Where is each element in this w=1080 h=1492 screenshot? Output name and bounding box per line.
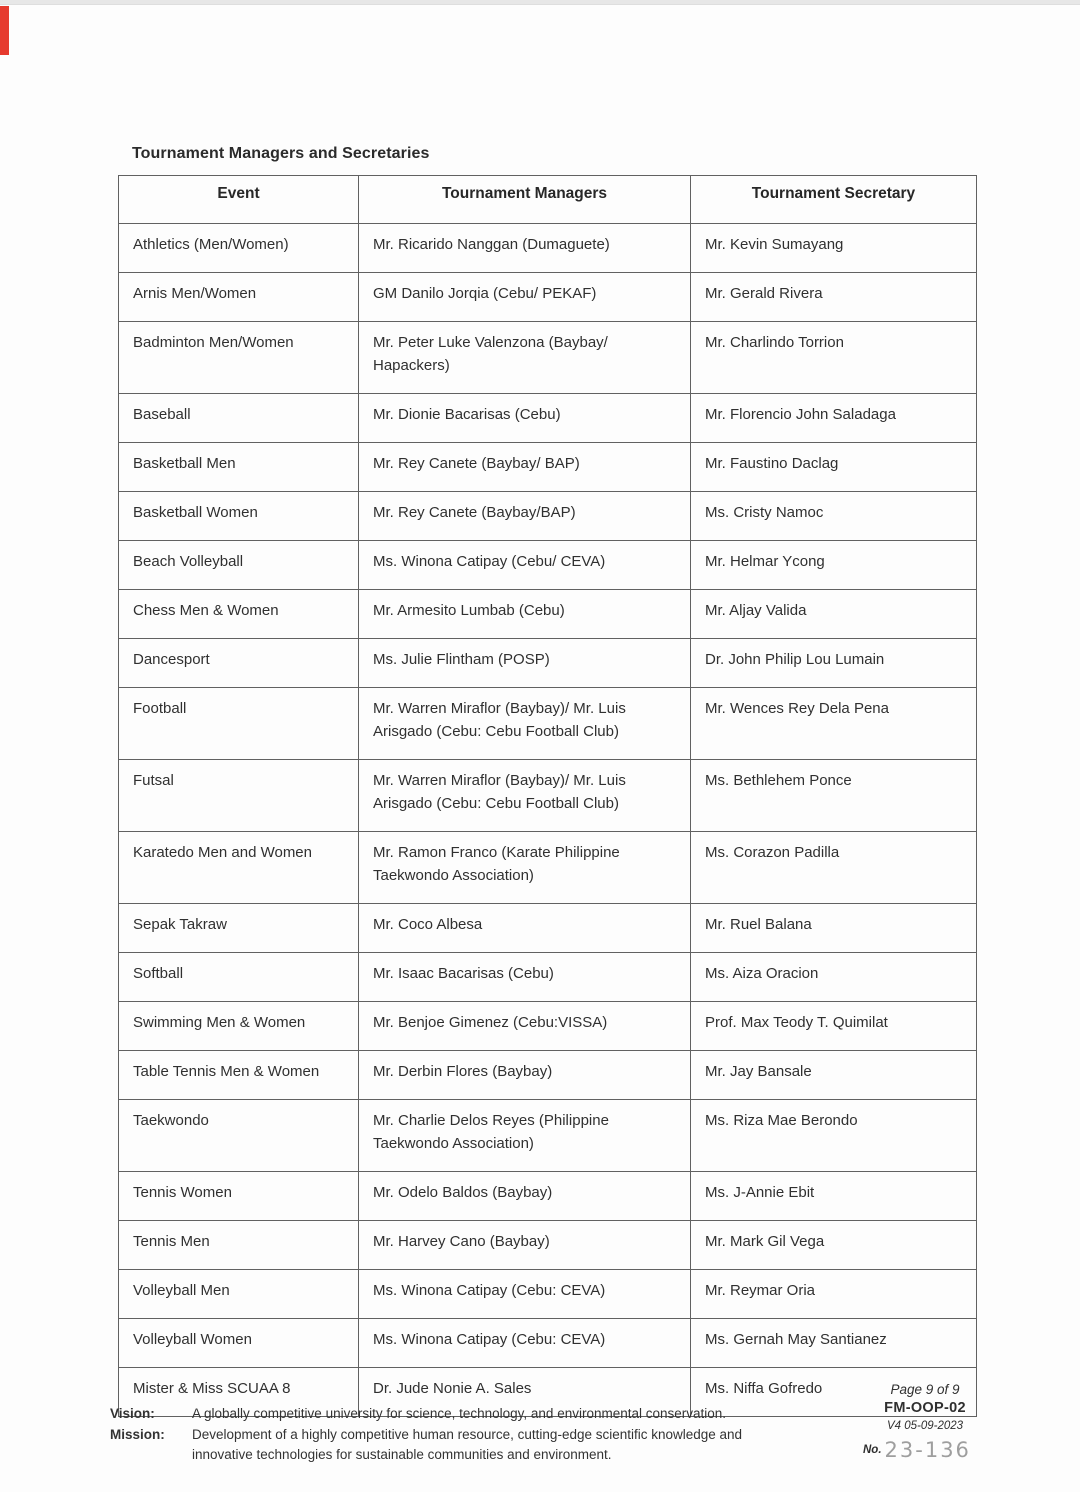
manager-cell: Ms. Julie Flintham (POSP) <box>359 639 691 688</box>
form-version: V4 05-09-2023 <box>886 1420 964 1432</box>
event-cell: Arnis Men/Women <box>119 273 359 322</box>
scan-artifact-red-mark <box>0 6 9 55</box>
secretary-cell: Ms. Corazon Padilla <box>691 832 977 904</box>
secretary-cell: Mr. Jay Bansale <box>691 1051 977 1100</box>
secretary-cell: Mr. Mark Gil Vega <box>691 1221 977 1270</box>
secretary-cell: Ms. Gernah May Santianez <box>691 1319 977 1368</box>
event-cell: Volleyball Men <box>119 1270 359 1319</box>
secretary-cell: Ms. Aiza Oracion <box>691 953 977 1002</box>
mission-label: Mission: <box>110 1426 165 1442</box>
table-row <box>119 492 977 541</box>
event-cell: Sepak Takraw <box>119 904 359 953</box>
table-row <box>119 1100 977 1172</box>
manager-cell: Mr. Coco Albesa <box>359 904 691 953</box>
table-row <box>119 1051 977 1100</box>
document-number-value: 23-136 <box>884 1438 971 1462</box>
event-cell: Football <box>119 688 359 760</box>
table-row <box>119 639 977 688</box>
table-row <box>119 224 977 273</box>
event-cell: Badminton Men/Women <box>119 322 359 394</box>
event-cell: Taekwondo <box>119 1100 359 1172</box>
scan-edge-band <box>0 0 1080 5</box>
table-row <box>119 394 977 443</box>
secretary-cell: Prof. Max Teody T. Quimilat <box>691 1002 977 1051</box>
secretary-cell: Mr. Charlindo Torrion <box>691 322 977 394</box>
manager-cell: Ms. Winona Catipay (Cebu: CEVA) <box>359 1270 691 1319</box>
event-cell: Mister & Miss SCUAA 8 <box>119 1368 359 1417</box>
manager-cell: Mr. Derbin Flores (Baybay) <box>359 1051 691 1100</box>
table-row <box>119 273 977 322</box>
vision-text: A globally competitive university for science, technology, and environmental conservation. <box>192 1406 727 1421</box>
event-cell: Tennis Men <box>119 1221 359 1270</box>
secretary-cell: Ms. Riza Mae Berondo <box>691 1100 977 1172</box>
manager-cell: GM Danilo Jorqia (Cebu/ PEKAF) <box>359 273 691 322</box>
event-cell: Athletics (Men/Women) <box>119 224 359 273</box>
table-row <box>119 590 977 639</box>
secretary-cell: Mr. Kevin Sumayang <box>691 224 977 273</box>
table-row <box>119 322 977 394</box>
event-cell: Basketball Men <box>119 443 359 492</box>
event-cell: Baseball <box>119 394 359 443</box>
table-row <box>119 904 977 953</box>
table-row <box>119 1270 977 1319</box>
manager-cell: Mr. Harvey Cano (Baybay) <box>359 1221 691 1270</box>
manager-cell: Mr. Peter Luke Valenzona (Baybay/ Hapackers) <box>359 322 691 394</box>
manager-cell: Mr. Benjoe Gimenez (Cebu:VISSA) <box>359 1002 691 1051</box>
table-row <box>119 541 977 590</box>
document-number-label: No. <box>863 1444 882 1456</box>
secretary-cell: Mr. Gerald Rivera <box>691 273 977 322</box>
secretary-cell: Dr. John Philip Lou Lumain <box>691 639 977 688</box>
mission-text: Development of a highly competitive human resource, cutting-edge scientific knowledge and innovative technologies for sustainable communities and environment. <box>192 1426 743 1462</box>
table-row <box>119 1002 977 1051</box>
vision-mission-footer <box>110 1404 777 1466</box>
event-cell: Swimming Men & Women <box>119 1002 359 1051</box>
secretary-cell: Mr. Faustino Daclag <box>691 443 977 492</box>
column-header-event: Event <box>119 176 359 224</box>
vision-label: Vision: <box>110 1406 155 1421</box>
table-row <box>119 1172 977 1221</box>
secretary-cell: Ms. Bethlehem Ponce <box>691 760 977 832</box>
table-row <box>119 1221 977 1270</box>
event-cell: Dancesport <box>119 639 359 688</box>
secretary-cell: Ms. J-Annie Ebit <box>691 1172 977 1221</box>
event-cell: Beach Volleyball <box>119 541 359 590</box>
manager-cell: Mr. Ramon Franco (Karate Philippine Taekwondo Association) <box>359 832 691 904</box>
secretary-cell: Mr. Wences Rey Dela Pena <box>691 688 977 760</box>
manager-cell: Mr. Isaac Bacarisas (Cebu) <box>359 953 691 1002</box>
table-row <box>119 832 977 904</box>
manager-cell: Mr. Warren Miraflor (Baybay)/ Mr. Luis Arisgado (Cebu: Cebu Football Club) <box>359 760 691 832</box>
manager-cell: Mr. Rey Canete (Baybay/BAP) <box>359 492 691 541</box>
document-control-block <box>855 1380 995 1462</box>
manager-cell: Mr. Dionie Bacarisas (Cebu) <box>359 394 691 443</box>
manager-cell: Ms. Winona Catipay (Cebu/ CEVA) <box>359 541 691 590</box>
secretary-cell: Ms. Niffa Gofredo <box>691 1368 977 1417</box>
tournament-managers-table <box>118 175 977 1417</box>
manager-cell: Ms. Winona Catipay (Cebu: CEVA) <box>359 1319 691 1368</box>
manager-cell: Mr. Odelo Baldos (Baybay) <box>359 1172 691 1221</box>
manager-cell: Mr. Warren Miraflor (Baybay)/ Mr. Luis Arisgado (Cebu: Cebu Football Club) <box>359 688 691 760</box>
event-cell: Chess Men & Women <box>119 590 359 639</box>
page-number: Page 9 of 9 <box>890 1382 960 1397</box>
event-cell: Volleyball Women <box>119 1319 359 1368</box>
manager-cell: Mr. Rey Canete (Baybay/ BAP) <box>359 443 691 492</box>
secretary-cell: Mr. Florencio John Saladaga <box>691 394 977 443</box>
table-row <box>119 1319 977 1368</box>
document-number-line <box>855 1438 995 1462</box>
table-row <box>119 760 977 832</box>
secretary-cell: Mr. Helmar Ycong <box>691 541 977 590</box>
manager-cell: Mr. Armesito Lumbab (Cebu) <box>359 590 691 639</box>
page-title: Tournament Managers and Secretaries <box>132 145 430 162</box>
table-row <box>119 953 977 1002</box>
event-cell: Karatedo Men and Women <box>119 832 359 904</box>
form-code: FM-OOP-02 <box>884 1400 966 1416</box>
secretary-cell: Mr. Reymar Oria <box>691 1270 977 1319</box>
secretary-cell: Ms. Cristy Namoc <box>691 492 977 541</box>
event-cell: Softball <box>119 953 359 1002</box>
manager-cell: Mr. Charlie Delos Reyes (Philippine Taekwondo Association) <box>359 1100 691 1172</box>
manager-cell: Mr. Ricarido Nanggan (Dumaguete) <box>359 224 691 273</box>
column-header-managers: Tournament Managers <box>359 176 691 224</box>
secretary-cell: Mr. Ruel Balana <box>691 904 977 953</box>
manager-cell: Dr. Jude Nonie A. Sales <box>359 1368 691 1417</box>
event-cell: Table Tennis Men & Women <box>119 1051 359 1100</box>
table-row <box>119 688 977 760</box>
event-cell: Futsal <box>119 760 359 832</box>
secretary-cell: Mr. Aljay Valida <box>691 590 977 639</box>
event-cell: Tennis Women <box>119 1172 359 1221</box>
table-header-row <box>119 176 977 224</box>
table-row <box>119 443 977 492</box>
event-cell: Basketball Women <box>119 492 359 541</box>
column-header-secretary: Tournament Secretary <box>691 176 977 224</box>
